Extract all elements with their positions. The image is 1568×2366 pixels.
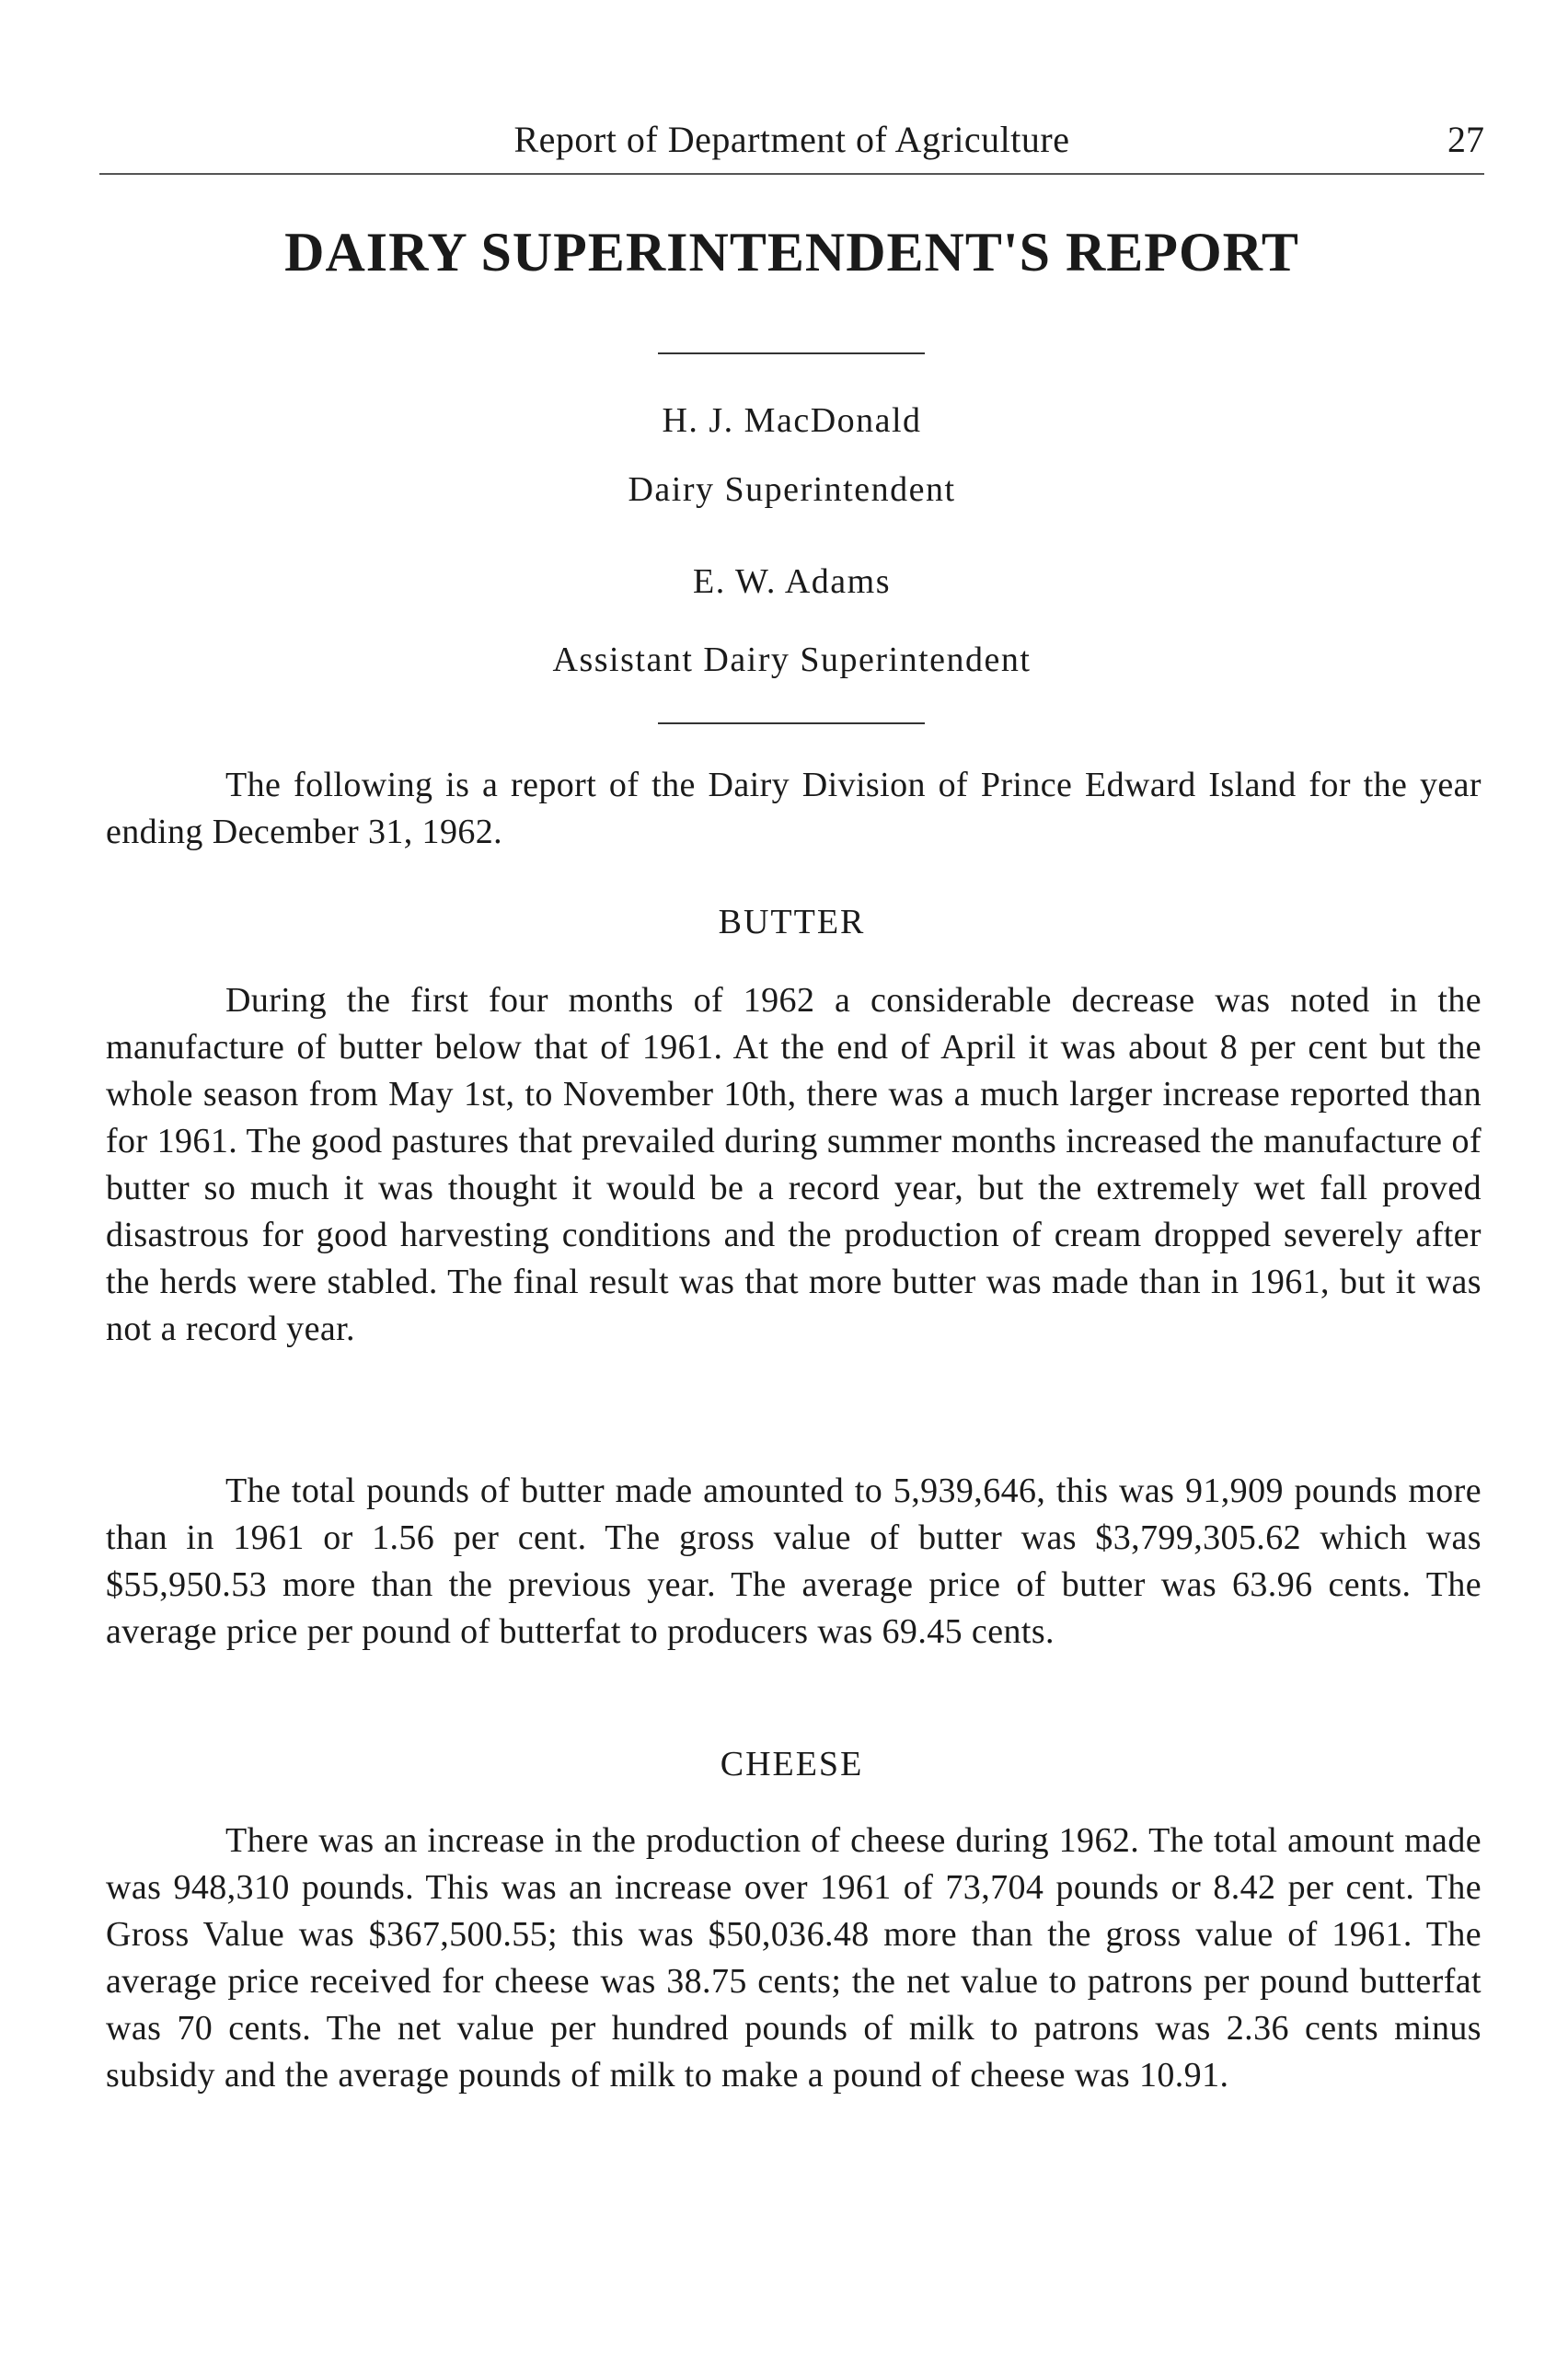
page-number: 27	[1447, 119, 1484, 160]
cheese-paragraph-1: There was an increase in the production of cheese during 1962. The total amount made was 948,310 pounds. This was an increase over 1961 of 73,704 pounds or 8.42 per cent. The Gross Value was $367,500.55; this was $50,036.48 more than the gross value of 1961. The average price received for cheese was 38.75 cents; the net value to patrons per pound butterfat was 70 cents. The net value per hundred pounds of milk to patrons was 2.36 cents minus subsidy and the average pounds of milk to make a pound of cheese was 10.91.	[106, 1821, 1482, 2095]
staff-role-1: Dairy Superintendent	[628, 470, 956, 509]
butter-paragraph-1: During the first four months of 1962 a considerable decrease was noted in the manufacture of butter below that of 1961. At the end of April it was about 8 per cent but the whole season from May 1st, to November 10th, there was a much larger increase reported than for 1961. The good pastures that prevailed during summer months increased the manufacture of butter so much it was thought it would be a record year, but the extremely wet fall proved disastrous for good harvesting conditions and the production of cream dropped severely after the herds were stabled. The final result was that more butter was made than in 1961, but it was not a record year.	[106, 981, 1482, 1348]
divider-bottom	[658, 722, 925, 724]
section-heading-butter: BUTTER	[718, 903, 866, 941]
report-title: DAIRY SUPERINTENDENT'S REPORT	[284, 222, 1299, 283]
intro-paragraph: The following is a report of the Dairy Division of Prince Edward Island for the year ending December 31, 1962.	[106, 766, 1482, 851]
staff-role-2: Assistant Dairy Superintendent	[552, 641, 1032, 679]
running-header	[99, 118, 1484, 175]
butter-paragraph-2: The total pounds of butter made amounted to 5,939,646, this was 91,909 pounds more than in 1961 or 1.56 per cent. The gross value of butter was $3,799,305.62 which was $55,950.53 more than the previous year. The average price of butter was 63.96 cents. The average price per pound of butterfat to producers was 69.45 cents.	[106, 1472, 1482, 1651]
section-heading-cheese: CHEESE	[720, 1745, 864, 1783]
staff-name-1: H. J. MacDonald	[662, 401, 922, 440]
running-title: Report of Department of Agriculture	[513, 119, 1070, 160]
divider-top	[658, 352, 925, 354]
staff-name-2: E. W. Adams	[693, 562, 891, 601]
